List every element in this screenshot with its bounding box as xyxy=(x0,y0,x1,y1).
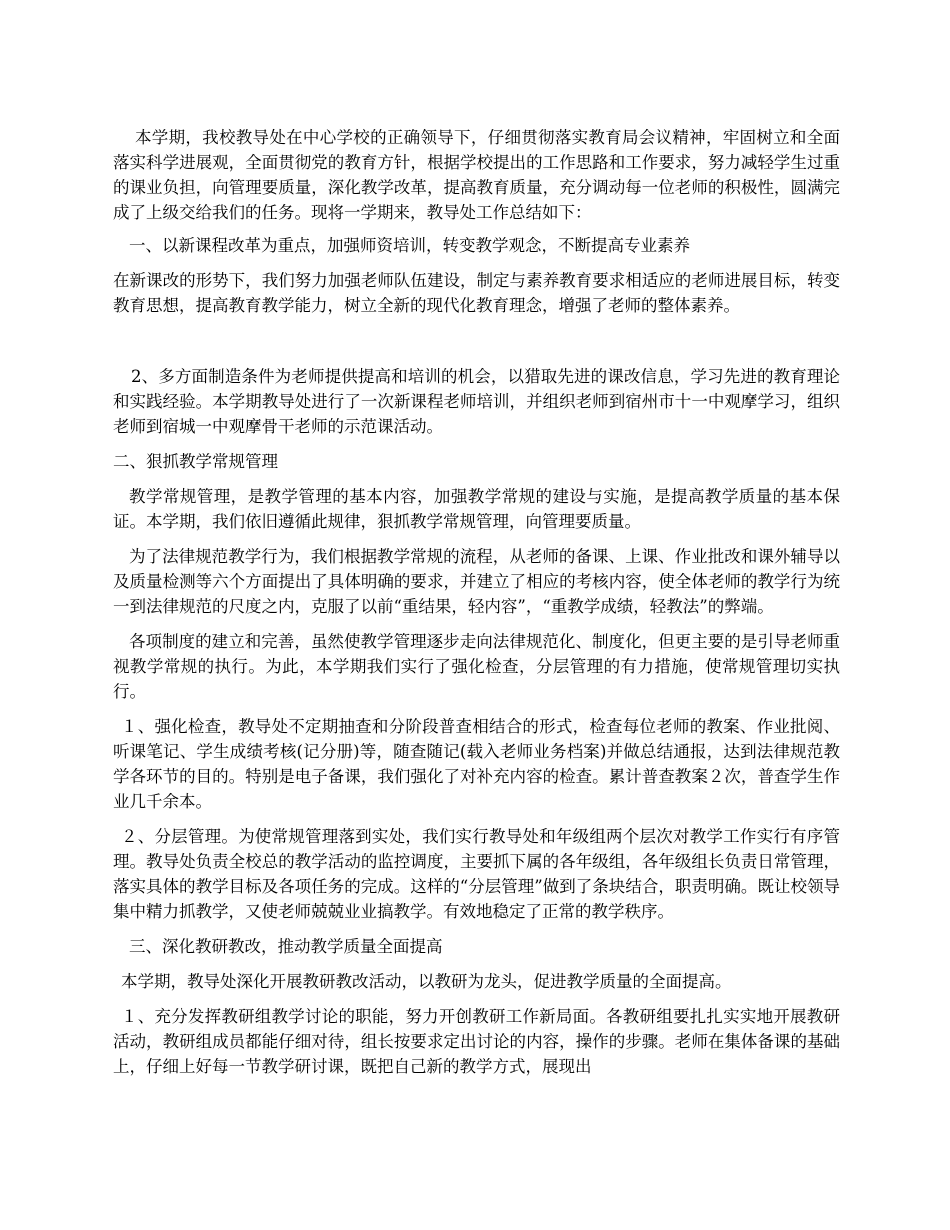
body-paragraph: 2、多方面制造条件为老师提供提高和培训的机会，以猎取先进的课改信息，学习先进的教育理论和实践经验。本学期教导处进行了一次新课程老师培训，并组织老师到宿州市十一中观摩学习，组织老师到宿城一中观摩骨干老师的示范课活动。 xyxy=(113,367,840,436)
body-paragraph: ２、分层管理。为使常规管理落到实处，我们实行教导处和年级组两个层次对教学工作实行有序管理。教导处负责全校总的教学活动的监控调度，主要抓下属的各年级组，各年级组长负责日常管理，落实具体的教学目标及各项任务的完成。这样的“分层管理”做到了条块结合，职责明确。既让校领导集中精力抓教学，又使老师兢兢业业搞教学。有效地稳定了正常的教学秩序。 xyxy=(113,827,840,921)
intro-paragraph: 本学期，我校教导处在中心学校的正确领导下，仔细贯彻落实教育局会议精神，牢固树立和全面落实科学进展观，全面贯彻党的教育方针，根据学校提出的工作思路和工作要求，努力减轻学生过重的课业负担，向管理要质量，深化教学改革，提高教育质量，充分调动每一位老师的积极性，圆满完成了上级交给我们的任务。现将一学期来，教导处工作总结如下： xyxy=(113,128,840,222)
document-body xyxy=(113,125,840,1079)
body-paragraph: 在新课改的形势下，我们努力加强老师队伍建设，制定与素养教育要求相适应的老师进展目标，转变教育思想，提高教育教学能力，树立全新的现代化教育理念，增强了老师的整体素养。 xyxy=(113,271,840,315)
body-paragraph: 教学常规管理，是教学管理的基本内容，加强教学常规的建设与实施，是提高教学质量的基本保证。本学期，我们依旧遵循此规律，狠抓教学常规管理，向管理要质量。 xyxy=(113,487,840,531)
body-paragraph: 各项制度的建立和完善，虽然使教学管理逐步走向法律规范化、制度化，但更主要的是引导老师重视教学常规的执行。为此，本学期我们实行了强化检查，分层管理的有力措施，使常规管理切实执行。 xyxy=(113,632,840,701)
body-paragraph: １、强化检查，教导处不定期抽查和分阶段普查相结合的形式，检查每位老师的教案、作业批阅、听课笔记、学生成绩考核(记分册)等，随查随记(载入老师业务档案)并做总结通报，达到法律规范教学各环节的目的。特别是电子备课，我们强化了对补充内容的检查。累计普查教案２次，普查学生作业几千余本。 xyxy=(113,717,840,811)
body-paragraph: 为了法律规范教学行为，我们根据教学常规的流程，从老师的备课、上课、作业批改和课外辅导以及质量检测等六个方面提出了具体明确的要求，并建立了相应的考核内容，使全体老师的教学行为统一到法律规范的尺度之内，克服了以前“重结果，轻内容”，“重教学成绩，轻教法”的弊端。 xyxy=(113,547,840,616)
body-paragraph: １、充分发挥教研组教学讨论的职能，努力开创教研工作新局面。各教研组要扎扎实实地开展教研活动，教研组成员都能仔细对待，组长按要求定出讨论的内容，操作的步骤。老师在集体备课的基础上，仔细上好每一节教学研讨课，既把自己新的教学方式，展现出 xyxy=(113,1007,840,1076)
section-heading-2: 二、狠抓教学常规管理 xyxy=(113,452,278,471)
body-paragraph: 本学期，教导处深化开展教研教改活动，以教研为龙头，促进教学质量的全面提高。 xyxy=(121,972,732,991)
section-heading-3: 三、深化教研教改，推动教学质量全面提高 xyxy=(129,937,443,956)
section-heading-1: 一、以新课程改革为重点，加强师资培训，转变教学观念，不断提高专业素养 xyxy=(129,236,690,255)
